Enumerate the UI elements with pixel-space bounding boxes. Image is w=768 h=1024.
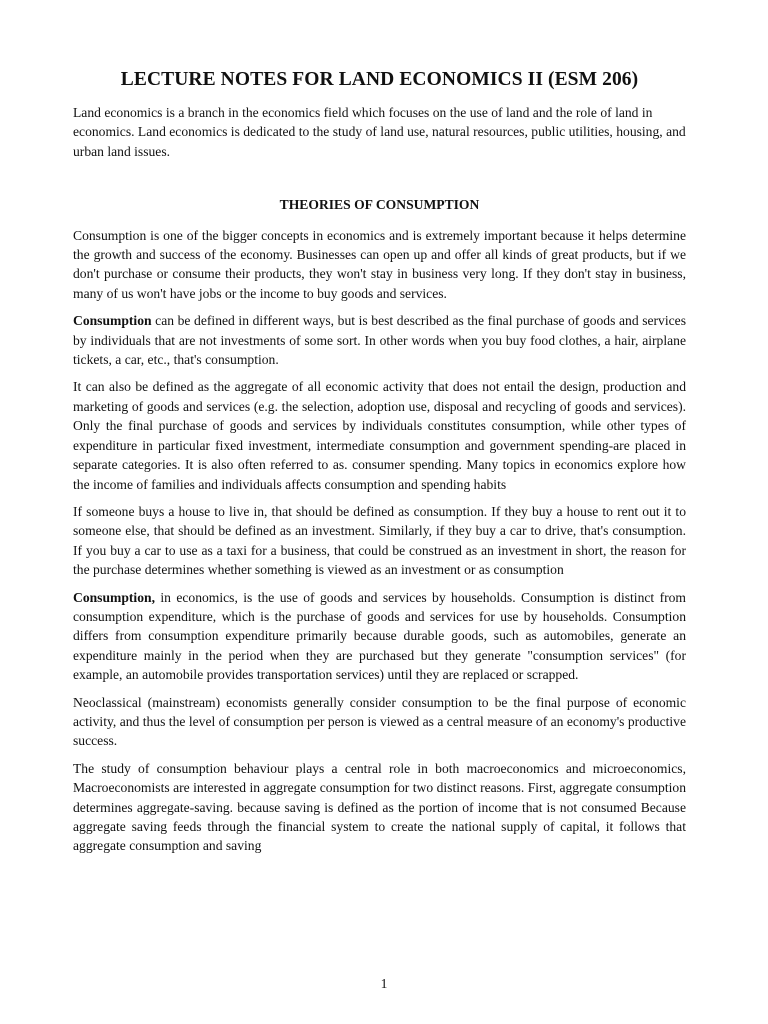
paragraph-5-lead-term: Consumption, — [73, 589, 155, 605]
paragraph-6: Neoclassical (mainstream) economists generally consider consumption to be the final purpose of economic activity, and thus the level of consumption per person is viewed as a central measure of an economy's productive success. — [73, 694, 686, 749]
page-number: 1 — [380, 976, 388, 991]
paragraph-7: The study of consumption behaviour plays a central role in both macroeconomics and microeconomics, Macroeconomists are interested in aggregate consumption for two distinct reasons. First, aggregate consumption determines aggregate-saving. because saving is defined as the portion of income that is not consumed Because aggregate saving feeds through the financial system to create the national supply of capital, it follows that aggregate consumption and saving — [73, 760, 686, 854]
paragraph-3: It can also be defined as the aggregate of all economic activity that does not entail the design, production and marketing of goods and services (e.g. the selection, adoption use, disposal and recycling of goods and services). Only the final purchase of goods and services by individuals constitutes consumption, while other types of expenditure in particular fixed investment, intermediate consumption and government spending-are placed in separate categories. It is also often referred to as. consumer spending. Many topics in economics explore how the income of families and individuals affects consumption and spending habits — [73, 379, 686, 492]
paragraph-2 — [73, 311, 686, 369]
intro-paragraph: Land economics is a branch in the economics field which focuses on the use of land and the role of land in economics. Land economics is dedicated to the study of land use, natural resources, public utilities, housing, and urban land issues. — [73, 105, 686, 159]
paragraph-1: Consumption is one of the bigger concepts in economics and is extremely important because it helps determine the growth and success of the economy. Businesses can open up and offer all kinds of great products, but if we don't purchase or consume their products, they won't stay in business very long. If they don't stay in business, many of us won't have jobs or the income to buy goods and services. — [73, 227, 686, 301]
section-heading: THEORIES OF CONSUMPTION — [279, 197, 480, 213]
paragraph-2-lead-term: Consumption — [73, 313, 152, 329]
paragraph-5-body: in economics, is the use of goods and services by households. Consumption is distinct from consumption expenditure, which is the purchase of goods and services for use by households. Consumption differs from consumption expenditure primarily because durable goods, such as automobiles, generate an expenditure mainly in the period when they are purchased but they generate "consumption services" (for example, an automobile provides transportation services) until they are replaced or scrapped. — [73, 589, 686, 683]
paragraph-2-body: can be defined in different ways, but is best described as the final purchase of goods and services by individuals that are not investments of some sort. In other words when you buy food clothes, a hair, airplane tickets, a car, etc., that's consumption. — [73, 313, 686, 368]
paragraph-4: If someone buys a house to live in, that should be defined as consumption. If they buy a house to rent out it to someone else, that should be defined as an investment. Similarly, if they buy a car to drive, that's consumption. If you buy a car to use as a taxi for a business, that could be construed as an investment in short, the reason for the purchase determines whether something is viewed as an investment or as consumption — [73, 503, 686, 578]
document-title: LECTURE NOTES FOR LAND ECONOMICS II (ESM 206) — [120, 69, 639, 90]
paragraph-5 — [73, 588, 686, 685]
